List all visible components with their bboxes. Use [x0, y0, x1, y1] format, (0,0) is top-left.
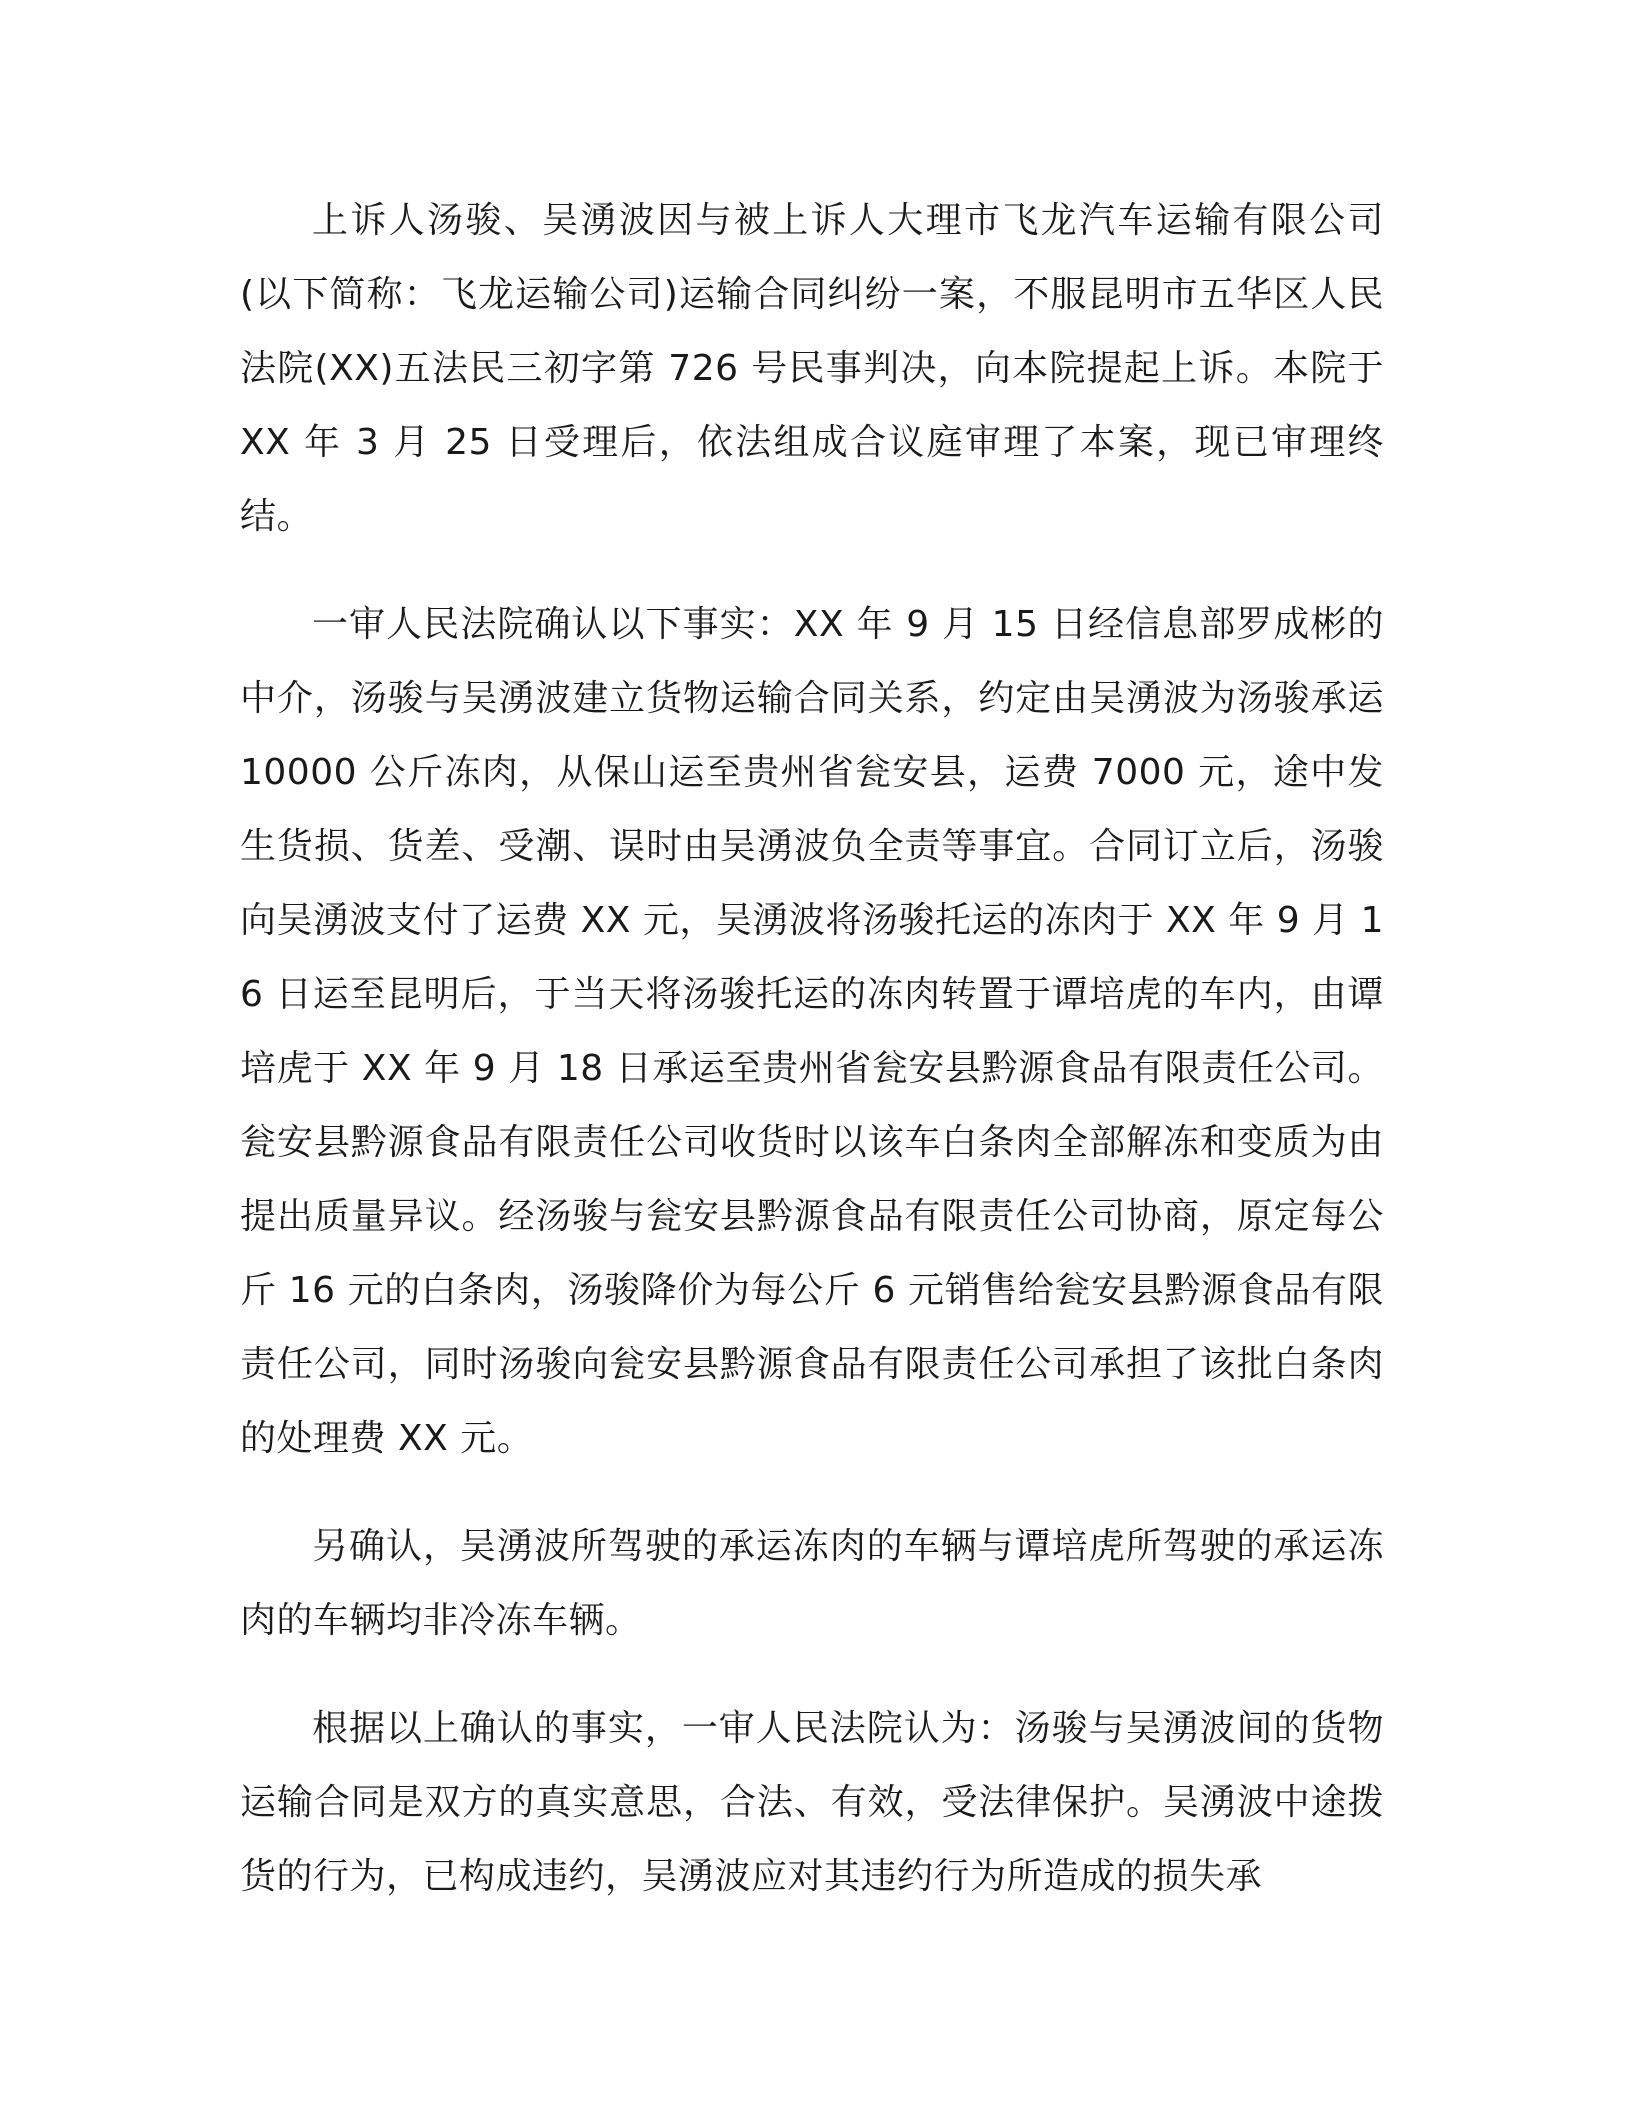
document-body: [240, 184, 1384, 1914]
paragraph-additional-facts: 另确认，吴湧波所驾驶的承运冻肉的车辆与谭培虎所驾驶的承运冻肉的车辆均非冷冻车辆。: [240, 1526, 1384, 1641]
paragraph-first-instance-opinion: 根据以上确认的事实，一审人民法院认为：汤骏与吴湧波间的货物运输合同是双方的真实意思，合法、有效，受法律保护。吴湧波中途拨货的行为，已构成违约，吴湧波应对其违约行为所造成的损失承: [240, 1708, 1384, 1897]
paragraph-appeal-intro: 上诉人汤骏、吴湧波因与被上诉人大理市飞龙汽车运输有限公司(以下简称：飞龙运输公司)运输合同纠纷一案，不服昆明市五华区人民法院(XX)五法民三初字第 726 号民事判决，向本院提起上诉。本院于 XX 年 3 月 25 日受理后，依法组成合议庭审理了本案，现已审理终结。: [240, 200, 1384, 537]
paragraph-first-instance-facts: 一审人民法院确认以下事实：XX 年 9 月 15 日经信息部罗成彬的中介，汤骏与吴湧波建立货物运输合同关系，约定由吴湧波为汤骏承运 10000 公斤冻肉，从保山运至贵州省瓮安县，运费 7000 元，途中发生货损、货差、受潮、误时由吴湧波负全责等事宜。合同订立后，汤骏向吴湧波支付了运费 XX 元，吴湧波将汤骏托运的冻肉于 XX 年 9 月 16 日运至昆明后，于当天将汤骏托运的冻肉转置于谭培虎的车内，由谭培虎于 XX 年 9 月 18 日承运至贵州省瓮安县黔源食品有限责任公司。瓮安县黔源食品有限责任公司收货时以该车白条肉全部解冻和变质为由提出质量异议。经汤骏与瓮安县黔源食品有限责任公司协商，原定每公斤 16 元的白条肉，汤骏降价为每公斤 6 元销售给瓮安县黔源食品有限责任公司，同时汤骏向瓮安县黔源食品有限责任公司承担了该批白条肉的处理费 XX 元。: [240, 604, 1384, 1459]
